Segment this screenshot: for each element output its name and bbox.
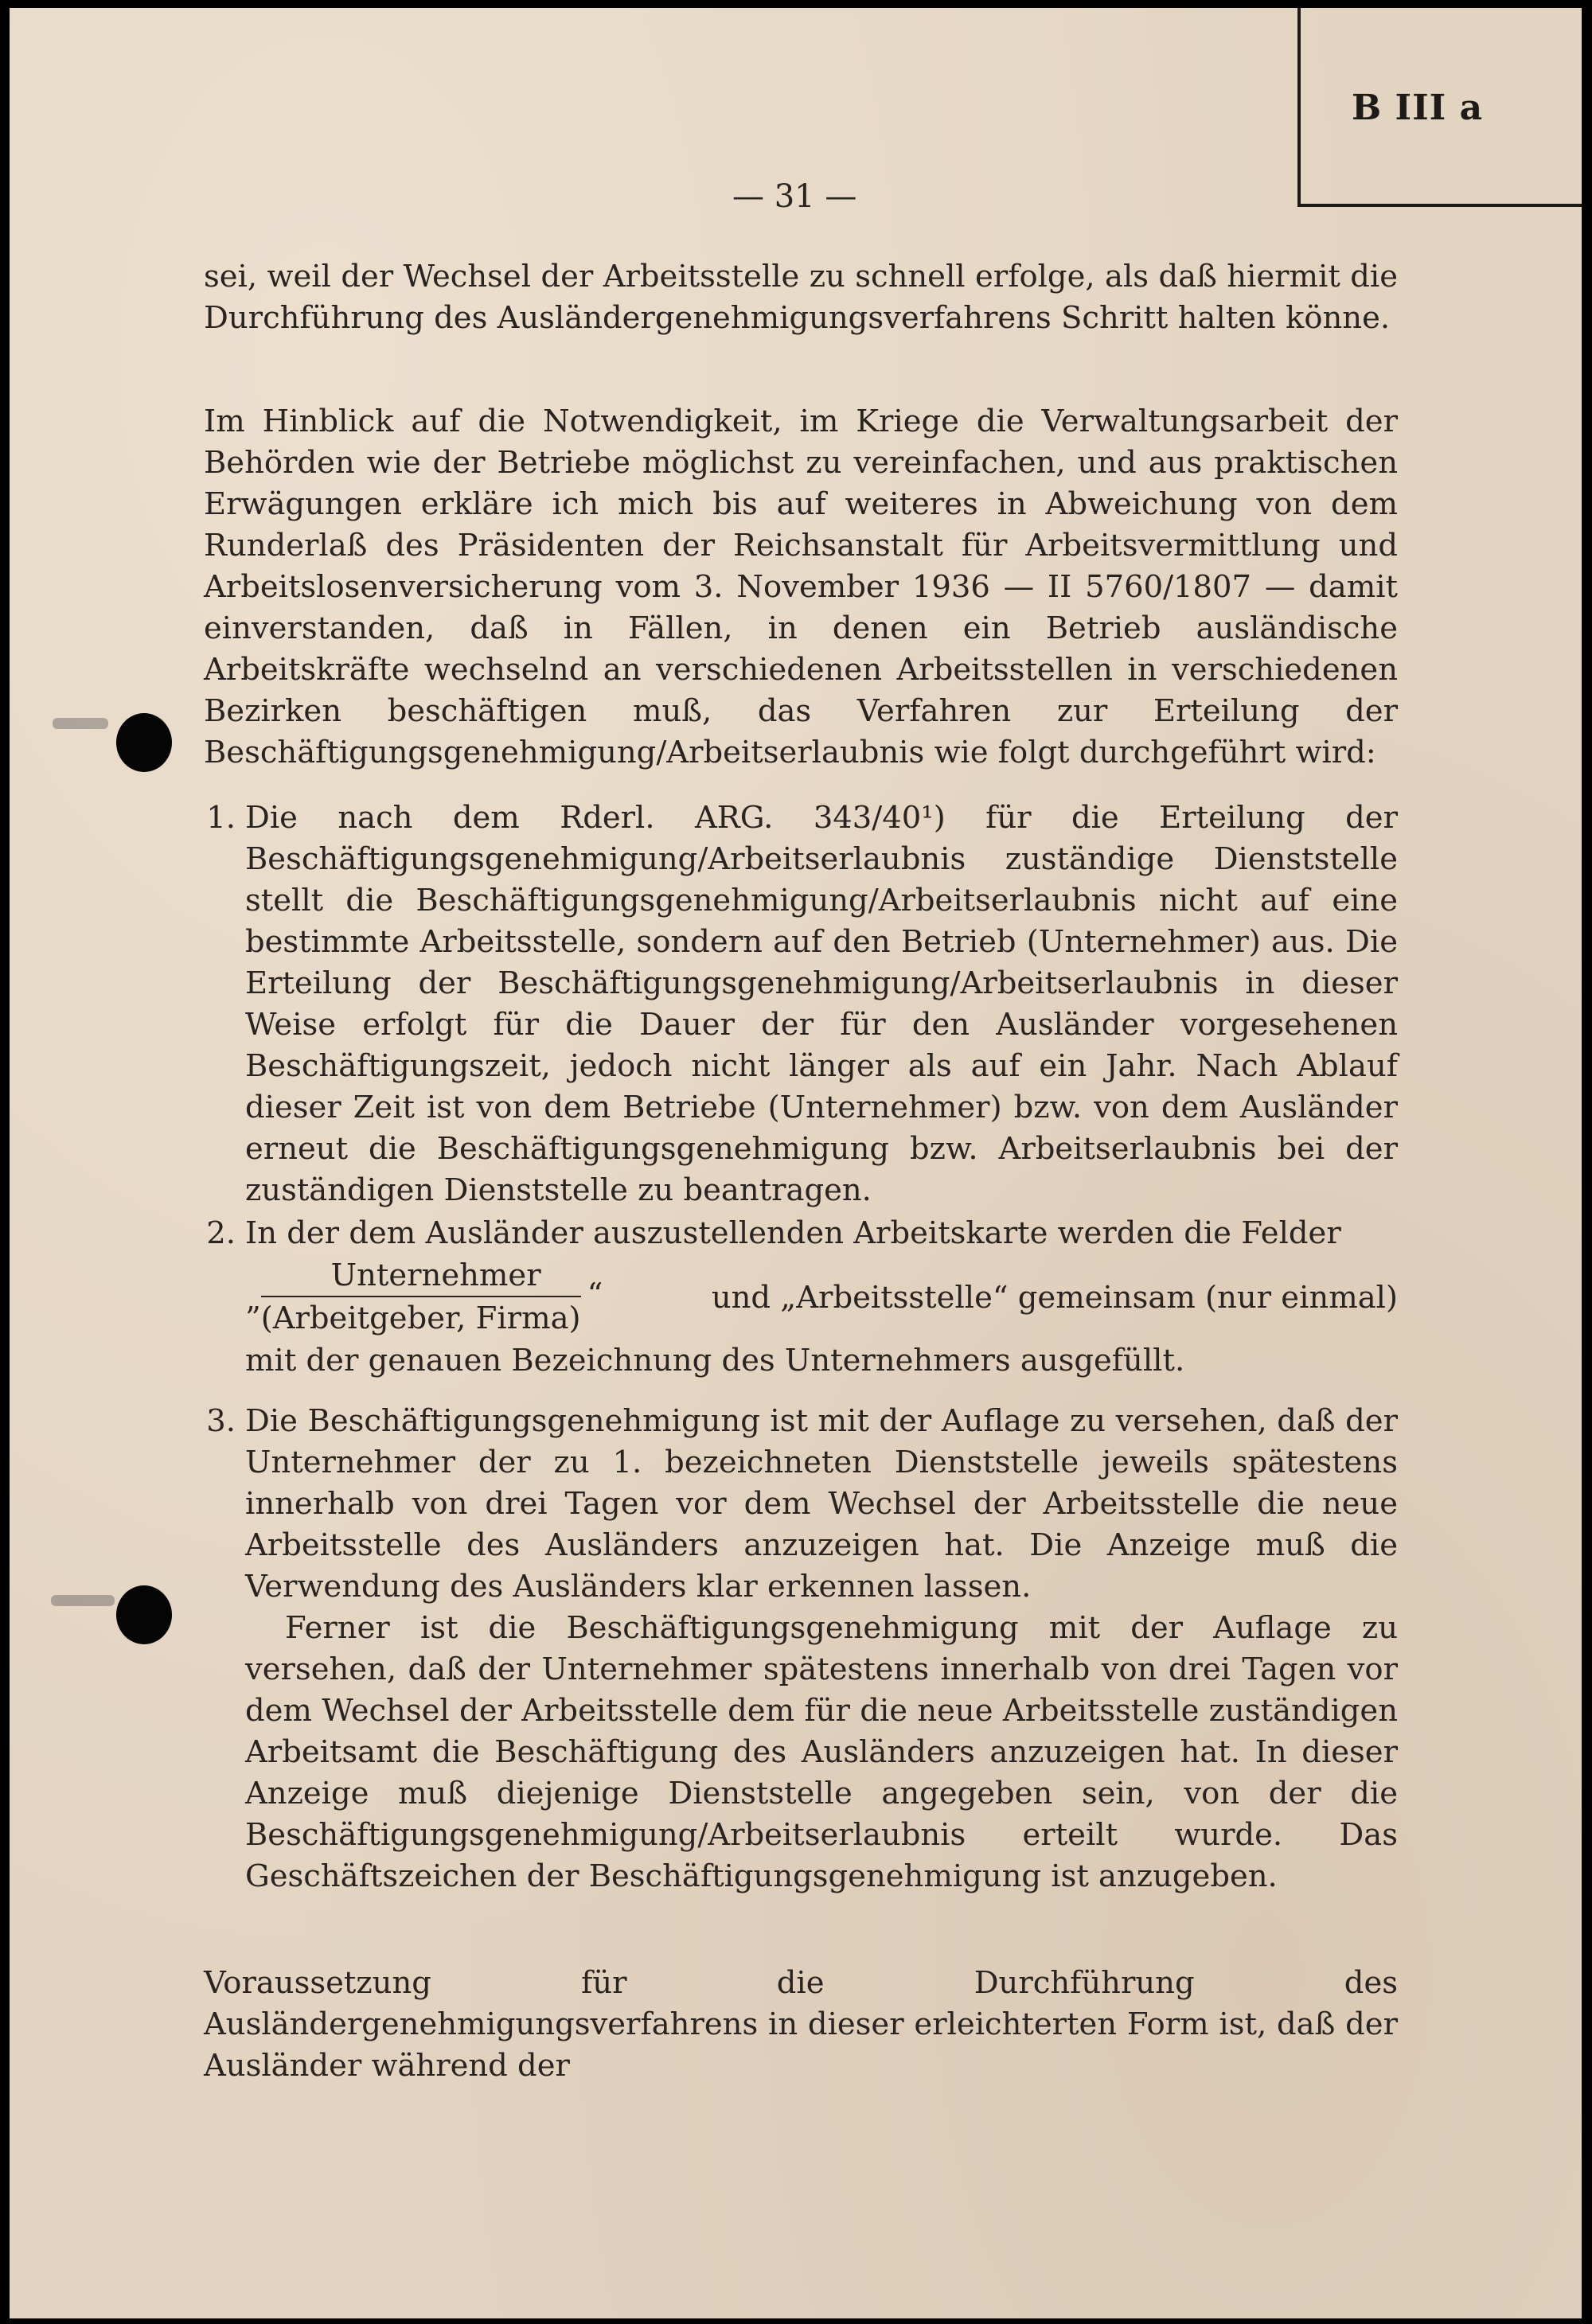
field-fraction (245, 1258, 603, 1337)
quote-close: “ (587, 1276, 603, 1312)
list-item-text-continued: Ferner ist die Beschäftigungsgenehmigung mit der Auflage zu versehen, daß der Unternehmer spätestens innerhalb von drei Tagen vor dem Wechsel der Arbeitsstelle dem für die neue Arbeitsstelle zuständigen Arbeitsamt die Beschäftigung des Ausländers anzuzeigen hat. In dieser Anzeige muß diejenige Dienststelle angegeben sein, von der die Beschäftigungsgenehmigung/Arbeitserlaubnis erteilt wurde. Das Geschäftszeichen der Beschäftigungsgenehmigung ist anzugeben. (245, 1610, 1398, 1894)
quote-open: ” (245, 1300, 261, 1336)
paragraph-continuation: sei, weil der Wechsel der Arbeitsstelle zu schnell erfolge, als daß hiermit die Durchführung des Ausländergenehmigungsverfahrens Schritt halten könne. (204, 259, 1398, 336)
document-page (10, 8, 1582, 2318)
fraction-stack (261, 1258, 581, 1337)
list-number: 2. (206, 1215, 236, 1251)
paragraph-final: Voraussetzung für die Durchführung des Ausländergenehmigungsverfahrens in dieser erleichterten Form ist, daß der Ausländer während der (204, 1965, 1398, 2084)
section-tab-label: B III a (1352, 88, 1484, 128)
punch-hole (116, 713, 172, 772)
punch-hole (116, 1585, 172, 1644)
paragraph-intro: Im Hinblick auf die Notwendigkeit, im Kriege die Verwaltungsarbeit der Behörden wie der Betriebe möglichst zu vereinfachen, und aus praktischen Erwägungen erkläre ich mich bis auf weiteres in Abweichung von dem Runderlaß des Präsidenten der Reichsanstalt für Arbeitsvermittlung und Arbeitslosenversicherung vom 3. November 1936 — II 5760/1807 — damit einverstanden, daß in Fällen, in denen ein Betrieb ausländische Arbeitskräfte wechselnd an verschiedenen Arbeitsstellen in verschiedenen Bezirken beschäftigen muß, das Verfahren zur Erteilung der Beschäftigungsgenehmigung/Arbeitserlaubnis wie folgt durchgeführt wird: (204, 404, 1398, 770)
list-item-2 (206, 1213, 1398, 1382)
punch-wear-mark (51, 1595, 115, 1606)
list-item-1 (206, 797, 1398, 1211)
punch-wear-mark (53, 718, 108, 729)
field-suffix: und „Arbeitsstelle“ gemeinsam (nur einmal) (711, 1279, 1398, 1316)
field-formula (245, 1254, 1398, 1340)
list-number: 3. (206, 1403, 236, 1439)
list-item-text: In der dem Ausländer auszustellenden Arbeitskarte werden die Felder (245, 1215, 1341, 1251)
list-item-text: Die Beschäftigungsgenehmigung ist mit der Auflage zu versehen, daß der Unternehmer der zu 1. bezeichneten Dienststelle jeweils spätestens innerhalb von drei Tagen vor dem Wechsel der Arbeitsstelle die neue Arbeitsstelle des Ausländers anzuzeigen hat. Die Anzeige muß die Verwendung des Ausländers klar erkennen lassen. (245, 1403, 1398, 1605)
list-number: 1. (206, 800, 236, 836)
field-denominator: (Arbeitgeber, Firma) (260, 1300, 581, 1336)
field-numerator: Unternehmer (330, 1258, 541, 1293)
list-item-text-after: mit der genauen Bezeichnung des Unternehmers ausgefüllt. (245, 1343, 1185, 1378)
page-number: — 31 — (732, 178, 857, 215)
list-item-3 (206, 1401, 1398, 1897)
list-item-text: Die nach dem Rderl. ARG. 343/40¹) für die Erteilung der Beschäftigungsgenehmigung/Arbeitserlaubnis zuständige Dienststelle stellt die Beschäftigungsgenehmigung/Arbeitserlaubnis nicht auf eine bestimmte Arbeitsstelle, sondern auf den Betrieb (Unternehmer) aus. Die Erteilung der Beschäftigungsgenehmigung/Arbeitserlaubnis in dieser Weise erfolgt für die Dauer der für den Ausländer vorgesehenen Beschäftigungszeit, jedoch nicht länger als auf ein Jahr. Nach Ablauf dieser Zeit ist von dem Betriebe (Unternehmer) bzw. von dem Ausländer erneut die Beschäftigungsgenehmigung bzw. Arbeitserlaubnis bei der zuständigen Dienststelle zu beantragen. (245, 800, 1398, 1208)
